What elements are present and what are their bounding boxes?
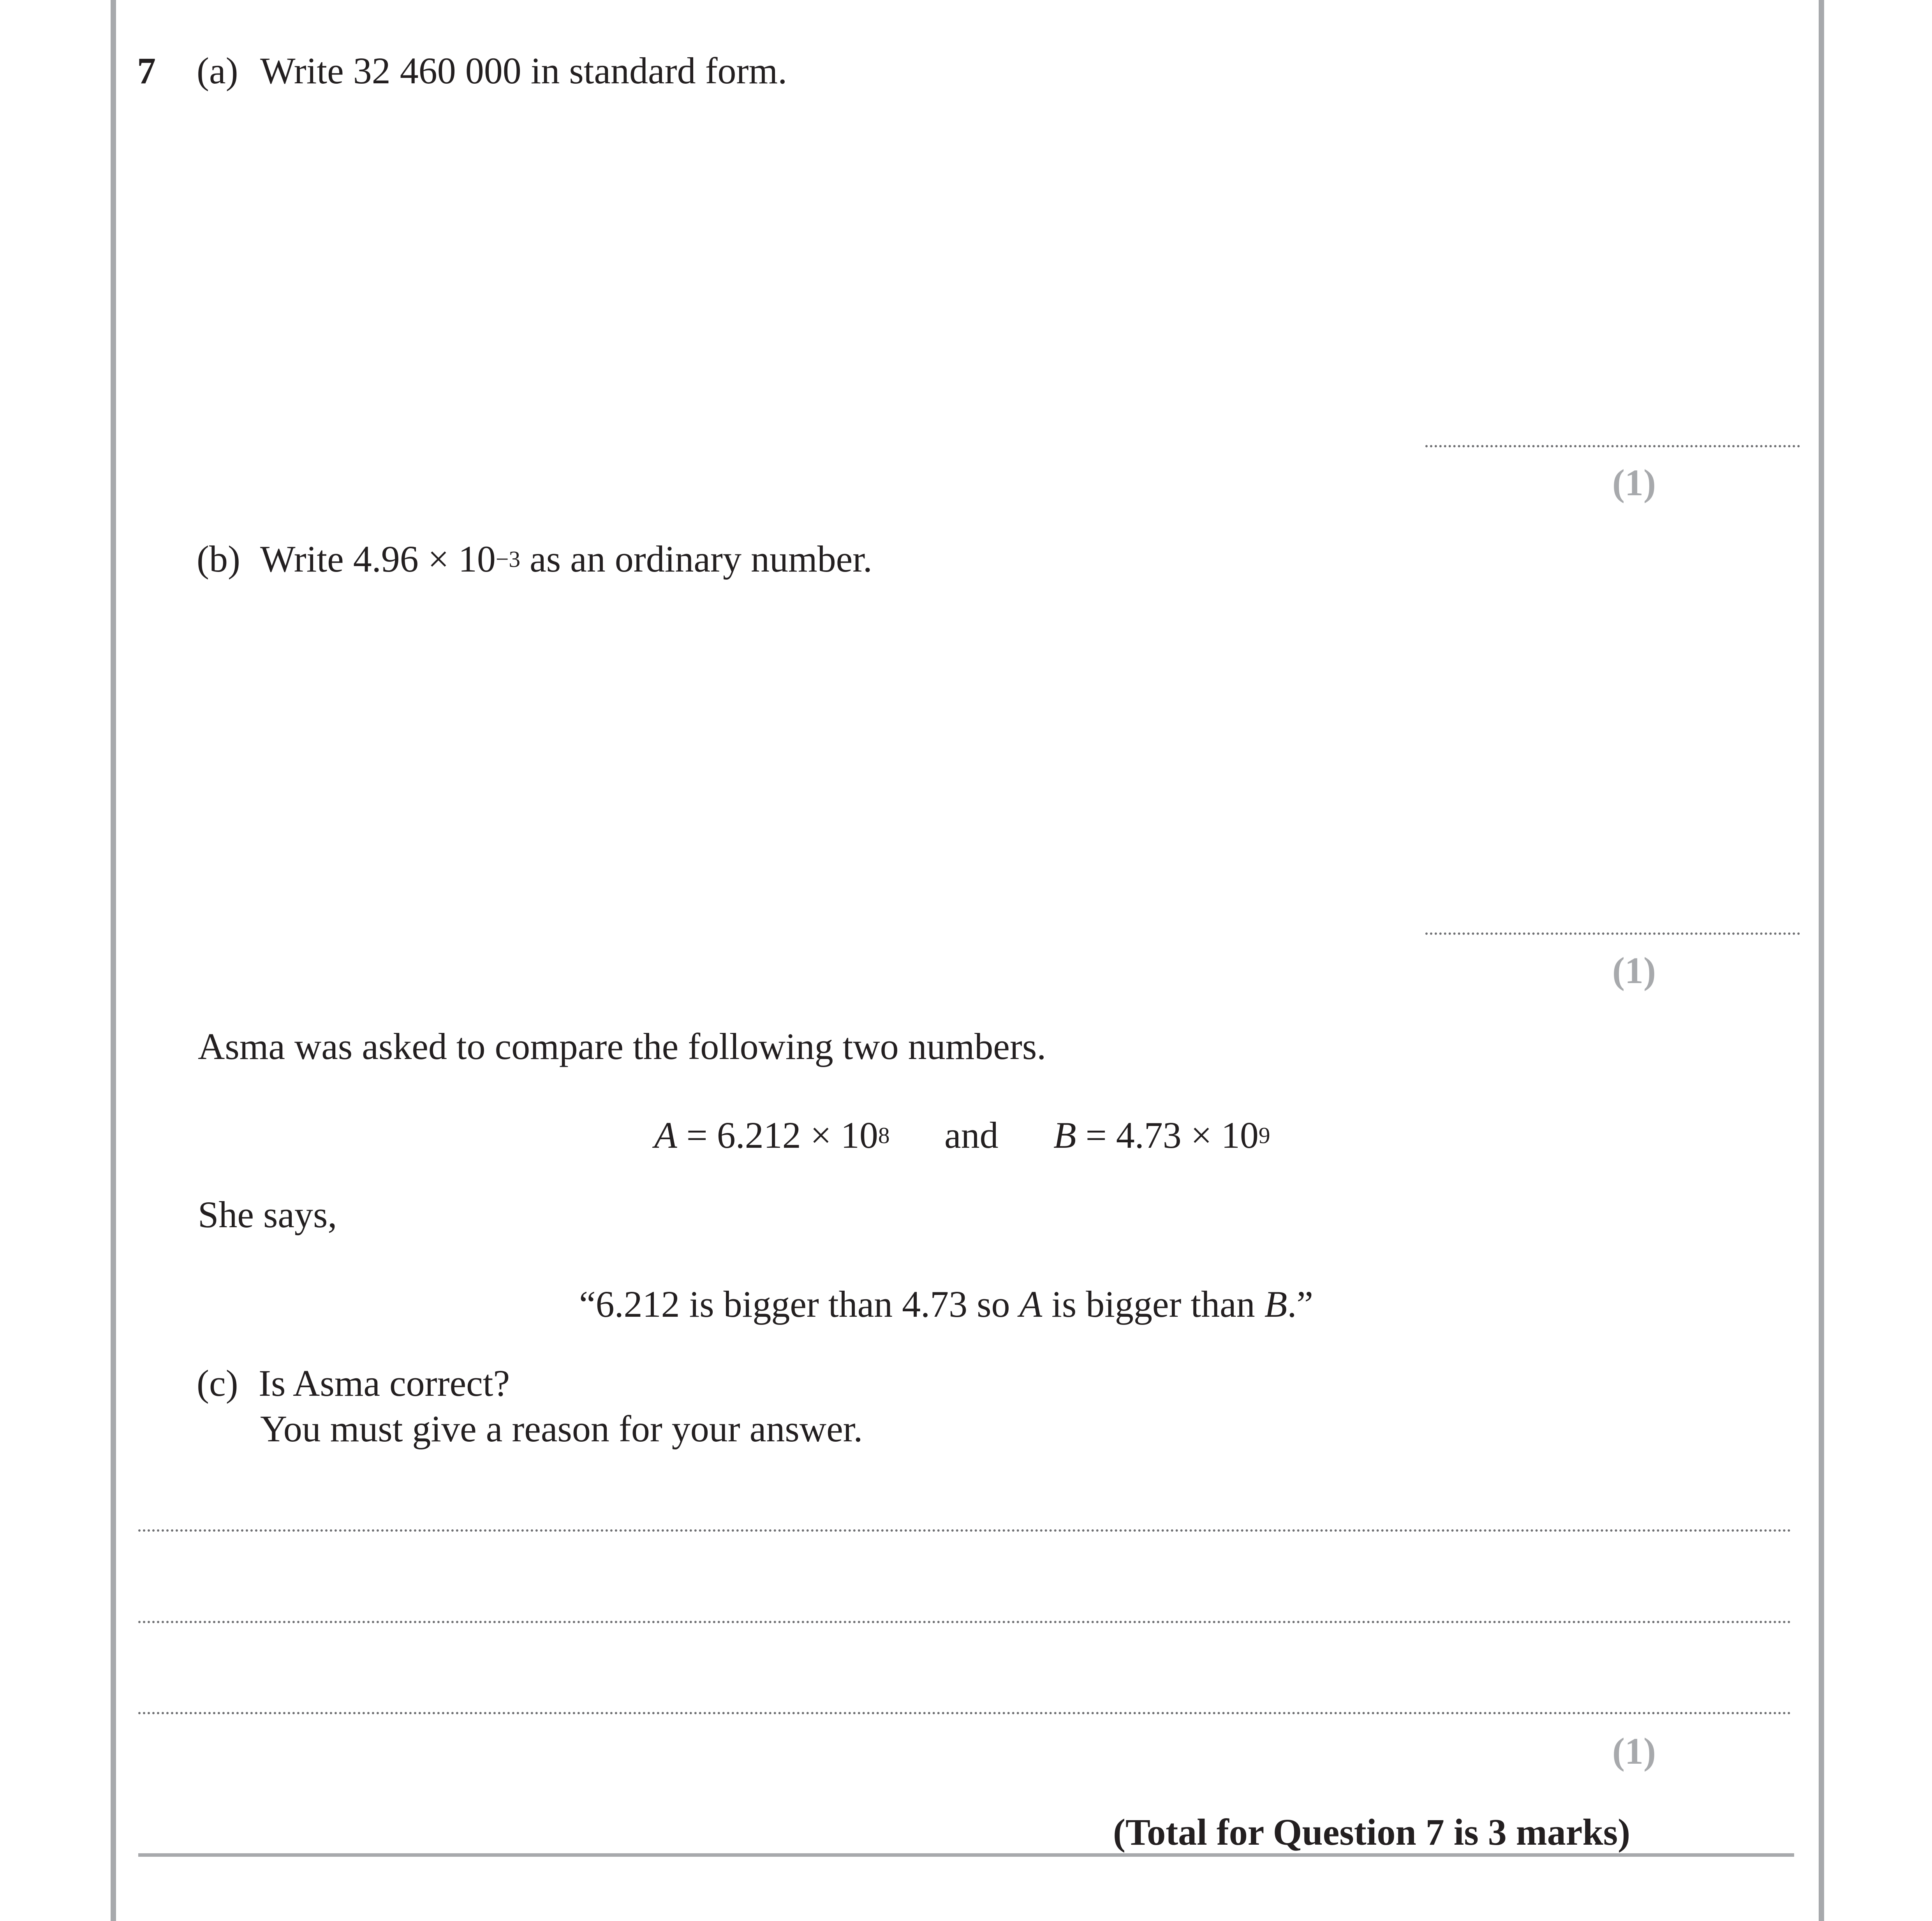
- part-c-answer-line-1[interactable]: [138, 1529, 1791, 1532]
- quote-part2: is bigger than: [1042, 1283, 1265, 1325]
- part-c-label: (c): [197, 1362, 238, 1404]
- part-b-answer-line[interactable]: [1425, 932, 1800, 935]
- number-a-exp: 8: [878, 1122, 890, 1149]
- quote-var-a: A: [1019, 1283, 1043, 1325]
- right-margin-line: [1819, 0, 1824, 1921]
- part-b-marks: (1): [1612, 950, 1656, 991]
- quote-var-b: B: [1264, 1283, 1287, 1325]
- question-number: 7: [137, 50, 156, 91]
- number-b: [1053, 1114, 1270, 1156]
- number-b-expr: = 4.73 × 10: [1076, 1114, 1259, 1156]
- context-intro: Asma was asked to compare the following two numbers.: [198, 1026, 1046, 1067]
- part-b-text: [260, 540, 872, 578]
- part-a-label: (a): [197, 50, 238, 91]
- part-c-line2: You must give a reason for your answer.: [260, 1408, 863, 1450]
- part-b-label: (b): [197, 538, 240, 580]
- number-b-exp: 9: [1258, 1122, 1270, 1149]
- part-b-text-after: as an ordinary number.: [520, 538, 872, 580]
- and-joiner: and: [944, 1114, 999, 1156]
- number-a: [654, 1114, 890, 1156]
- part-a-text: Write 32 460 000 in standard form.: [260, 50, 787, 91]
- question-total: (Total for Question 7 is 3 marks): [1113, 1811, 1631, 1853]
- part-b-text-before: Write 4.96 × 10: [260, 538, 496, 580]
- quote-part3: .”: [1287, 1283, 1313, 1325]
- number-b-var: B: [1053, 1114, 1076, 1156]
- number-a-expr: = 6.212 × 10: [677, 1114, 878, 1156]
- quote-part1: “6.212 is bigger than 4.73 so: [579, 1283, 1020, 1325]
- part-c-answer-line-3[interactable]: [138, 1712, 1791, 1714]
- question-end-rule: [138, 1853, 1794, 1857]
- asma-quote: [579, 1283, 1313, 1325]
- part-a-marks: (1): [1612, 462, 1656, 503]
- number-a-var: A: [654, 1114, 677, 1156]
- she-says: She says,: [198, 1194, 337, 1235]
- part-a-answer-line[interactable]: [1425, 445, 1800, 447]
- part-c-answer-line-2[interactable]: [138, 1621, 1791, 1623]
- part-c-marks: (1): [1612, 1730, 1656, 1772]
- part-c-line1: Is Asma correct?: [259, 1362, 510, 1404]
- left-margin-line: [111, 0, 116, 1921]
- part-b-exponent: −3: [495, 546, 521, 572]
